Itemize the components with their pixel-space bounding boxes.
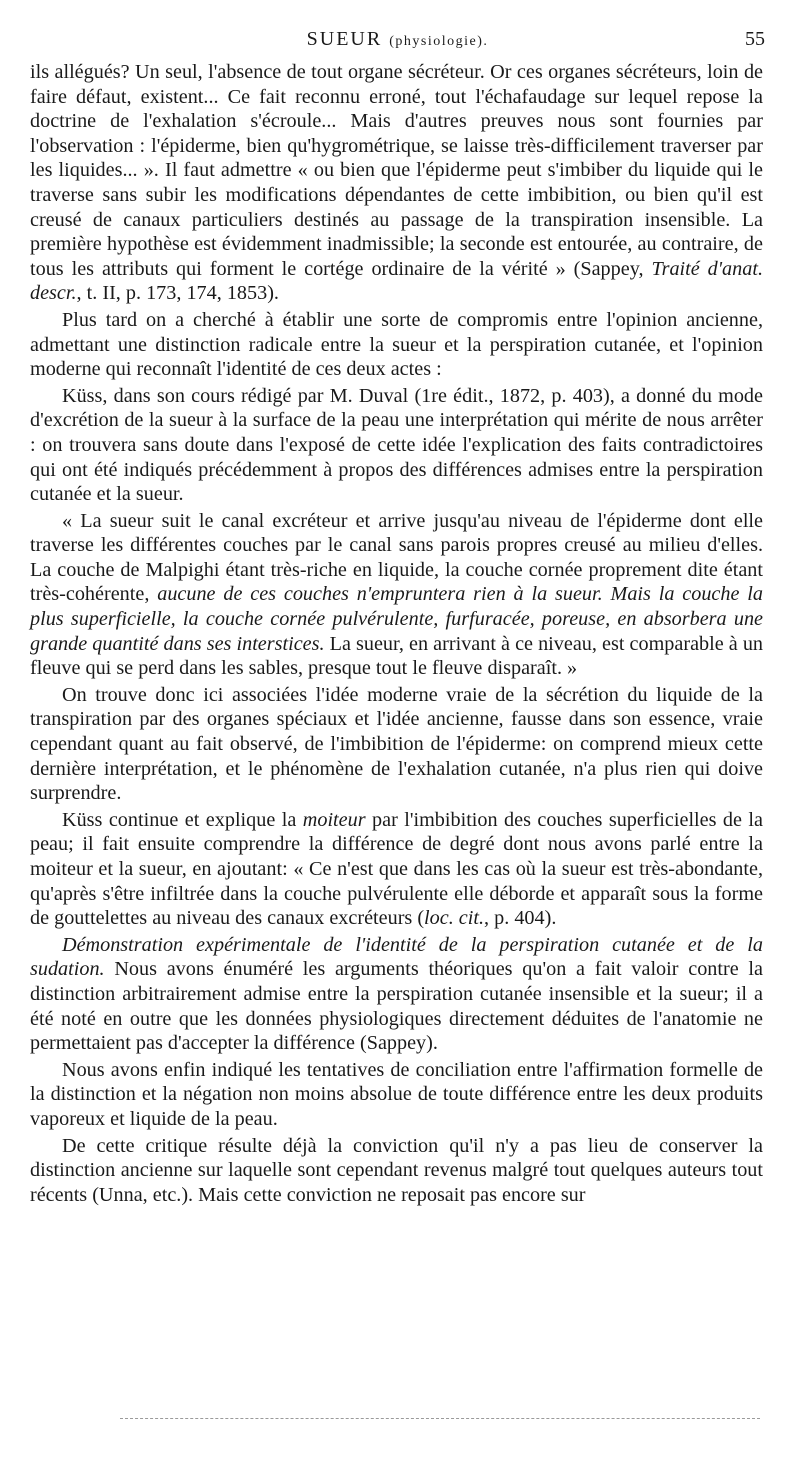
body-text [30, 60, 763, 1207]
page-number: 55 [745, 28, 765, 50]
italic-text: moiteur [302, 808, 366, 831]
italic-text: Démonstration expérimentale de l'identité de la perspiration cutanée et de la sudation. [30, 933, 763, 981]
text-run: La sueur, en arrivant à ce niveau, est comparable à un fleuve qui se perd dans les sables, presque tout le fleuve disparaît. » [30, 632, 764, 680]
italic-text: aucune de ces couches n'empruntera rien à la sueur. Mais la couche la plus superficielle, la couche cornée pulvérulente, furfuracée, poreuse, en absorbera une grande quantité dans ses interstices. [30, 583, 763, 655]
text-run: Nous avons énuméré les arguments théoriques qu'on a fait valoir contre la distinction arbitrairement admise entre la perspiration cutanée insensible et la sueur; il a été noté en outre que les données physiologiques directement déduites de l'anatomie ne permettaient pas d'accepter la différence (Sappey). [30, 958, 763, 1055]
text-run: Küss continue et explique la [62, 808, 303, 831]
running-header [30, 28, 765, 58]
paragraph [30, 384, 763, 507]
italic-text: Traité d'anat. descr. [30, 257, 763, 305]
running-title-sub: (physiologie). [389, 34, 489, 49]
text-run: On trouve donc ici associées l'idée moderne vraie de la sécrétion du liquide de la transpiration par des organes spéciaux et l'idée ancienne, fausse dans son essence, vraie cependant quant au fait observé, de l'imbibition de l'épiderme: on comprend mieux cette dernière interprétation, et le phénomène de l'exhalation cutanée, n'a plus rien qui doive surprendre. [30, 683, 763, 805]
paragraph [30, 308, 763, 382]
text-run: ils allégués? Un seul, l'absence de tout organe sécréteur. Or ces organes sécréteurs, loin de faire défaut, existent... Ce fait reconnu erroné, tout l'échafaudage sur lequel repose la doctrine de l'exhalation s'écroule... Mais d'autres preuves nous sont fournies par l'observation : l'épiderme, bien qu'hygrométrique, se laisse très-difficilement traverser par les liquides... ». Il faut admettre « ou bien que l'épiderme peut s'imbiber du liquide qui le traverse sans subir les modifications dépendantes de cette imbibition, ou bien qu'il est creusé de canaux particuliers destinés au passage de la transpiration insensible. La première hypothèse est évidemment inadmissible; la seconde est entourée, au contraire, de tous les attributs qui forment le cortége ordinaire de la vérité » (Sappey, [30, 61, 763, 280]
text-run: Plus tard on a cherché à établir une sorte de compromis entre l'opinion ancienne, admettant une distinction radicale entre la sueur et la perspiration cutanée, et l'opinion moderne qui reconnaît l'identité de ces deux actes : [30, 308, 763, 381]
running-title [30, 28, 765, 51]
paragraph [30, 60, 763, 306]
text-run: Nous avons enfin indiqué les tentatives de conciliation entre l'affirmation formelle de la distinction et la négation non moins absolue de toute différence entre les deux produits vaporeux et liquide de la peau. [30, 1058, 763, 1130]
text-run: « La sueur suit le canal excréteur et arrive jusqu'au niveau de l'épiderme dont elle traverse les différentes couches par le canal sans parois propres creusé au milieu d'elles. La couche de Malpighi étant très-riche en liquide, la couche cornée proprement dite étant très-cohérente, [30, 509, 763, 606]
italic-text: loc. cit. [424, 907, 485, 930]
text-run: , t. II, p. 173, 174, 1853). [76, 282, 279, 305]
paragraph [30, 683, 763, 806]
paragraph [30, 1134, 763, 1208]
paragraph [30, 933, 763, 1056]
paragraph [30, 509, 763, 681]
text-run: De cette critique résulte déjà la conviction qu'il n'y a pas lieu de conserver la distinction ancienne sur laquelle sont cependant revenus malgré tout quelques auteurs tout récents (Unna, etc.). Mais cette conviction ne reposait pas encore sur [30, 1134, 763, 1206]
paragraph [30, 1058, 763, 1132]
page-bottom-rule [120, 1418, 760, 1423]
text-run: , p. 404). [484, 907, 557, 930]
running-title-main: SUEUR [306, 28, 383, 50]
paragraph [30, 808, 763, 931]
text-run: Küss, dans son cours rédigé par M. Duval (1re édit., 1872, p. 403), a donné du mode d'excrétion de la sueur à la surface de la peau une interprétation qui mérite de nous arrêter : on trouvera sans doute dans l'exposé de cette idée l'explication des faits contradictoires qui ont été indiqués précédemment à propos des différences admises entre la perspiration cutanée et la sueur. [30, 384, 763, 506]
text-run: par l'imbibition des couches superficielles de la peau; il fait ensuite comprendre la différence de degré dont nous avons parlé entre la moiteur et la sueur, en ajoutant: « Ce n'est que dans les cas où la sueur est très-abondante, qu'après s'être infiltrée dans la couche pulvérulente elle déborde et apparaît sous la forme de gouttelettes au niveau des canaux excréteurs ( [30, 808, 763, 930]
